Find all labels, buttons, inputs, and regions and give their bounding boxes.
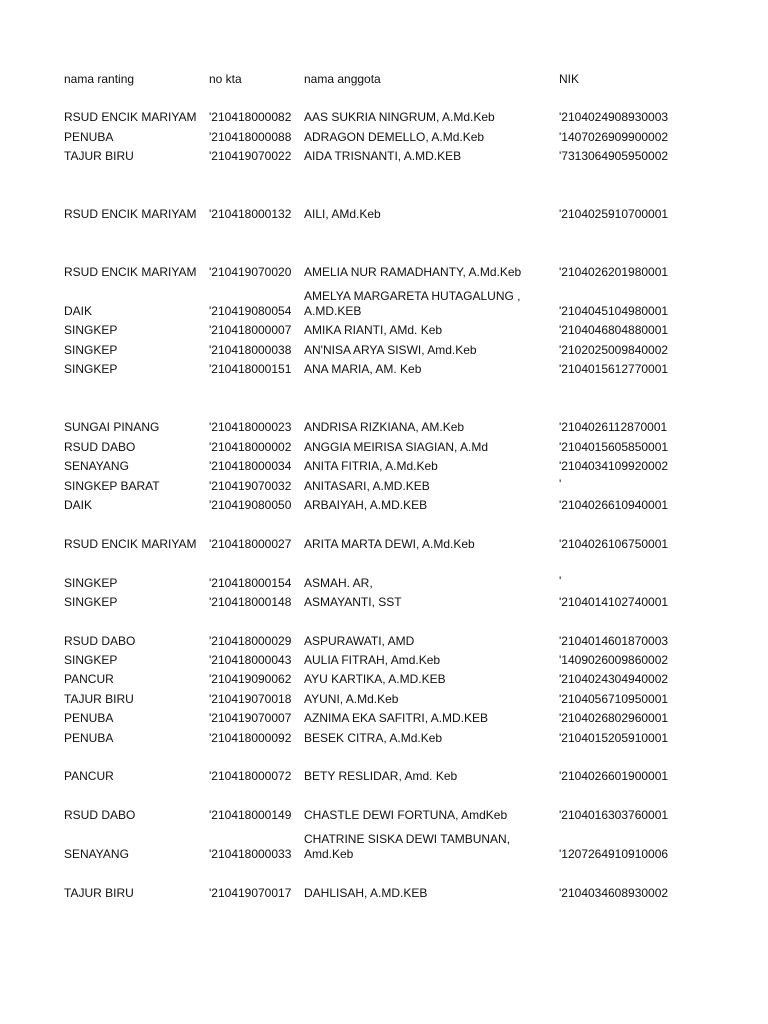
- row-kta: '210418000033: [209, 847, 292, 861]
- row-kta: '210418000023: [209, 420, 292, 434]
- row-nama: ANDRISA RIZKIANA, AM.Keb: [304, 420, 465, 434]
- row-nama: ASMAYANTI, SST: [304, 595, 402, 609]
- row-kta: '210419070018: [209, 692, 292, 706]
- row-kta: '210419070022: [209, 149, 292, 163]
- row-ranting: SENAYANG: [64, 847, 129, 861]
- row-ranting: PENUBA: [64, 130, 114, 144]
- row-nama: CHASTLE DEWI FORTUNA, AmdKeb: [304, 808, 508, 822]
- row-nik: '2104045104980001: [559, 304, 669, 318]
- row-nama: ASMAH. AR,: [304, 576, 373, 590]
- row-nik: '2104034109920002: [559, 459, 669, 473]
- row-kta: '210418000148: [209, 595, 292, 609]
- row-nik: '2102025009840002: [559, 343, 669, 357]
- row-ranting: RSUD ENCIK MARIYAM: [64, 207, 197, 221]
- header-nama-anggota: nama anggota: [304, 72, 381, 86]
- row-nama: ARBAIYAH, A.MD.KEB: [304, 498, 428, 512]
- row-nik: '2104026201980001: [559, 265, 669, 279]
- row-ranting: PANCUR: [64, 769, 114, 783]
- row-nik: '1207264910910006: [559, 847, 669, 861]
- row-kta: '210418000092: [209, 731, 292, 745]
- row-kta: '210419080050: [209, 498, 292, 512]
- row-kta: '210419070017: [209, 886, 292, 900]
- row-nama: ANA MARIA, AM. Keb: [304, 362, 422, 376]
- row-nama: BETY RESLIDAR, Amd. Keb: [304, 769, 458, 783]
- row-nama: AN'NISA ARYA SISWI, Amd.Keb: [304, 343, 477, 357]
- row-ranting: SINGKEP: [64, 595, 118, 609]
- row-nik: '2104034608930002: [559, 886, 669, 900]
- row-kta: '210418000027: [209, 537, 292, 551]
- row-ranting: DAIK: [64, 498, 93, 512]
- row-nik: '2104026106750001: [559, 537, 669, 551]
- row-nik: ': [559, 574, 562, 588]
- row-nik: '2104026601900001: [559, 769, 669, 783]
- row-nama: AMELYA MARGARETA HUTAGALUNG , A.MD.KEB: [304, 289, 521, 318]
- row-kta: '210419080054: [209, 304, 292, 318]
- row-nama: AZNIMA EKA SAFITRI, A.MD.KEB: [304, 711, 489, 725]
- row-nama: ANGGIA MEIRISA SIAGIAN, A.Md: [304, 440, 489, 454]
- row-nik: '2104024304940002: [559, 672, 669, 686]
- row-kta: '210418000088: [209, 130, 292, 144]
- row-kta: '210418000154: [209, 576, 292, 590]
- row-ranting: RSUD ENCIK MARIYAM: [64, 537, 197, 551]
- row-nik: '2104046804880001: [559, 323, 669, 337]
- row-nama: AULIA FITRAH, Amd.Keb: [304, 653, 441, 667]
- row-nik: '2104015205910001: [559, 731, 669, 745]
- row-ranting: SINGKEP: [64, 576, 118, 590]
- row-nik: '7313064905950002: [559, 149, 669, 163]
- row-kta: '210418000038: [209, 343, 292, 357]
- row-nama: AYU KARTIKA, A.MD.KEB: [304, 672, 446, 686]
- row-kta: '210419070032: [209, 479, 292, 493]
- row-nama: AAS SUKRIA NINGRUM, A.Md.Keb: [304, 110, 495, 124]
- row-kta: '210418000029: [209, 634, 292, 648]
- row-ranting: RSUD DABO: [64, 808, 136, 822]
- row-nama: AYUNI, A.Md.Keb: [304, 692, 399, 706]
- row-nama: ANITASARI, A.MD.KEB: [304, 479, 430, 493]
- row-nik: '2104015612770001: [559, 362, 669, 376]
- row-kta: '210418000043: [209, 653, 292, 667]
- row-ranting: PENUBA: [64, 711, 114, 725]
- row-kta: '210418000007: [209, 323, 292, 337]
- row-ranting: RSUD DABO: [64, 440, 136, 454]
- row-ranting: PANCUR: [64, 672, 114, 686]
- row-nik: '1409026009860002: [559, 653, 669, 667]
- row-nama: CHATRINE SISKA DEWI TAMBUNAN, Amd.Keb: [304, 832, 511, 861]
- row-ranting: SUNGAI PINANG: [64, 420, 160, 434]
- row-ranting: RSUD ENCIK MARIYAM: [64, 110, 197, 124]
- row-ranting: SINGKEP BARAT: [64, 479, 160, 493]
- row-nik: '2104014102740001: [559, 595, 669, 609]
- row-nama: AIDA TRISNANTI, A.MD.KEB: [304, 149, 462, 163]
- row-nik: ': [559, 477, 562, 491]
- row-nik: '1407026909900002: [559, 130, 669, 144]
- row-kta: '210418000149: [209, 808, 292, 822]
- row-nik: '2104056710950001: [559, 692, 669, 706]
- row-nama: BESEK CITRA, A.Md.Keb: [304, 731, 443, 745]
- row-nik: '2104016303760001: [559, 808, 669, 822]
- row-kta: '210418000082: [209, 110, 292, 124]
- row-ranting: SINGKEP: [64, 653, 118, 667]
- row-kta: '210419070007: [209, 711, 292, 725]
- row-ranting: TAJUR BIRU: [64, 149, 134, 163]
- row-nik: '2104026610940001: [559, 498, 669, 512]
- row-kta: '210418000151: [209, 362, 292, 376]
- row-nama: ASPURAWATI, AMD: [304, 634, 415, 648]
- row-nama: AMELIA NUR RAMADHANTY, A.Md.Keb: [304, 265, 522, 279]
- row-kta: '210419070020: [209, 265, 292, 279]
- row-ranting: SINGKEP: [64, 323, 118, 337]
- row-ranting: TAJUR BIRU: [64, 886, 134, 900]
- row-nama: DAHLISAH, A.MD.KEB: [304, 886, 428, 900]
- row-nik: '2104025910700001: [559, 207, 669, 221]
- header-no-kta: no kta: [209, 72, 242, 86]
- row-ranting: SENAYANG: [64, 459, 129, 473]
- row-ranting: SINGKEP: [64, 343, 118, 357]
- row-nik: '2104015605850001: [559, 440, 669, 454]
- row-nik: '2104026802960001: [559, 711, 669, 725]
- row-nik: '2104024908930003: [559, 110, 669, 124]
- row-ranting: SINGKEP: [64, 362, 118, 376]
- row-nama: ANITA FITRIA, A.Md.Keb: [304, 459, 438, 473]
- row-nama: AILI, AMd.Keb: [304, 207, 381, 221]
- row-nik: '2104014601870003: [559, 634, 669, 648]
- row-ranting: PENUBA: [64, 731, 114, 745]
- row-ranting: DAIK: [64, 304, 93, 318]
- row-kta: '210419090062: [209, 672, 292, 686]
- header-nik: NIK: [559, 72, 580, 86]
- row-nama: AMIKA RIANTI, AMd. Keb: [304, 323, 443, 337]
- row-kta: '210418000132: [209, 207, 292, 221]
- row-nik: '2104026112870001: [559, 420, 668, 434]
- row-ranting: RSUD DABO: [64, 634, 136, 648]
- row-ranting: TAJUR BIRU: [64, 692, 134, 706]
- row-nama: ARITA MARTA DEWI, A.Md.Keb: [304, 537, 475, 551]
- row-nama: ADRAGON DEMELLO, A.Md.Keb: [304, 130, 485, 144]
- row-kta: '210418000072: [209, 769, 292, 783]
- row-kta: '210418000034: [209, 459, 292, 473]
- row-kta: '210418000002: [209, 440, 292, 454]
- header-nama-ranting: nama ranting: [64, 72, 135, 86]
- row-ranting: RSUD ENCIK MARIYAM: [64, 265, 197, 279]
